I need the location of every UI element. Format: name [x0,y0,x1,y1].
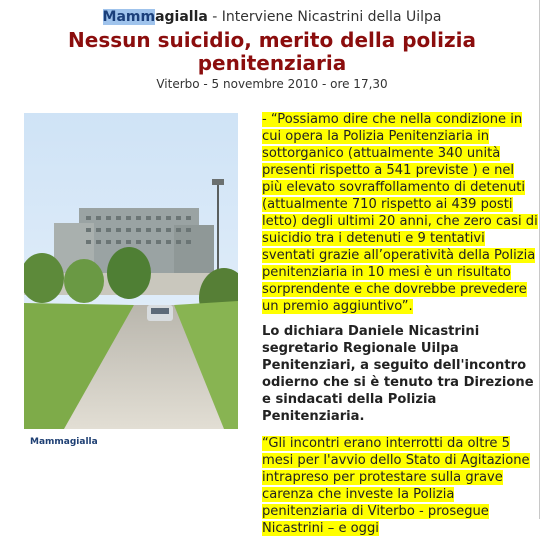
article-photo [24,113,238,429]
quote-paragraph-1 [262,111,538,314]
highlighted-quote-2: “Gli incontri erano interrotti da oltre 5 mesi per l'avvio dello Stato di Agitazione intrapreso per protestare sulla grave carenza che investe la Polizia penitenziaria di Viterbo - prosegue Nicastrini – e oggi [262,436,530,536]
kicker-line [4,8,540,26]
selected-text: Mamm [102,9,156,25]
prison-photo [24,113,238,429]
dateline: Viterbo - 5 novembre 2010 - ore 17,30 [156,77,388,91]
page-frame [4,0,540,536]
article-body [262,111,538,537]
attribution-paragraph: Lo dichiara Daniele Nicastrini segretario Regionale Uilpa Penitenziari, a seguito dell'incontro odierno che si è tenuto tra Direzione e sindacati della Polizia Penitenziaria. [262,324,534,424]
highlighted-quote-1: - “Possiamo dire che nella condizione in cui opera la Polizia Penitenziaria in sottorganico (attualmente 340 unità presenti rispetto a 541 previste ) e nel più elevato sovraffollamento di detenuti (attualmente 710 rispetto ai 439 posti letto) degli ultimi 20 anni, che zero casi di suicidio tra i detenuti e 9 tentativi sventati grazie all’operatività della Polizia penitenziaria in 10 mesi è un risultato sorprendente e che dovrebbe prevedere un premio aggiuntivo”. [262,112,538,314]
quote-paragraph-2 [262,435,538,537]
article-header [4,8,540,92]
kicker-text: - Interviene Nicastrini della Uilpa [207,9,442,25]
article-title: Nessun suicidio, merito della polizia penitenziaria [68,28,476,75]
place-name-rest: agialla [155,9,208,25]
photo-caption: Mammagialla [30,437,98,447]
place-name [103,9,208,25]
